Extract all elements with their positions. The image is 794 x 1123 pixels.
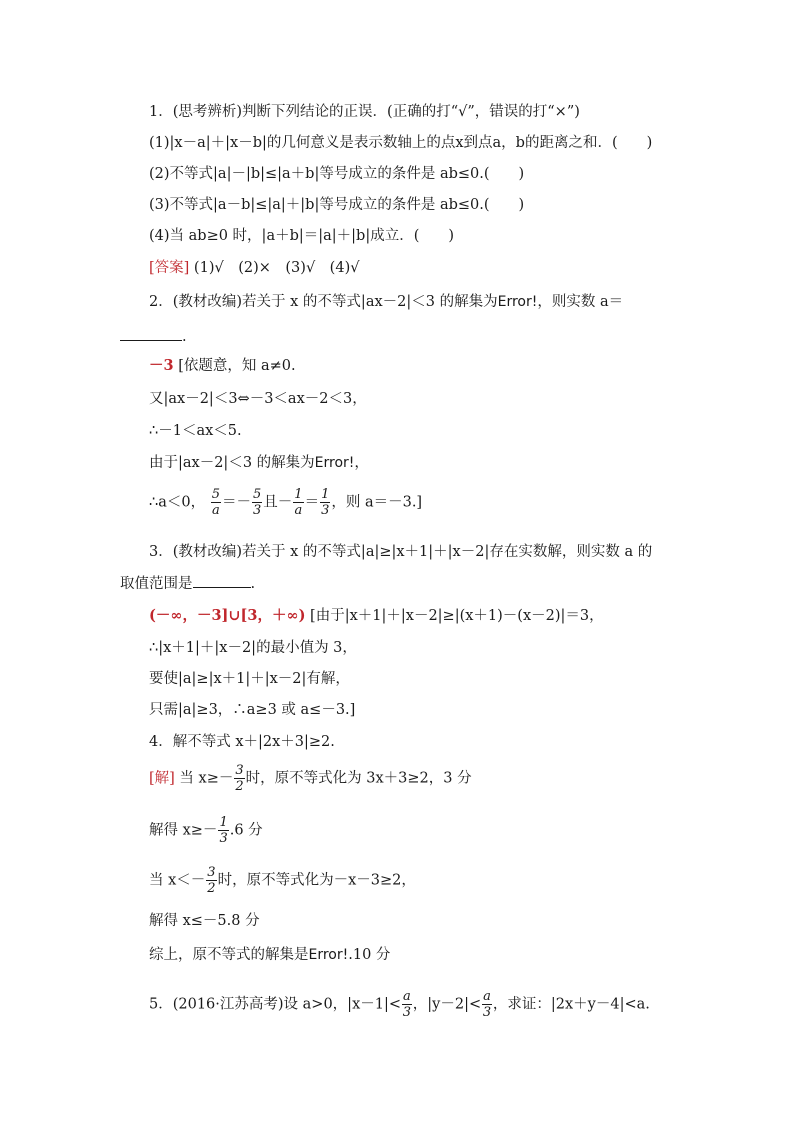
q4-sol-2 [149,816,263,845]
q3-answer [149,604,604,625]
q3-answer-value: (－∞，－3]∪[3，＋∞) [149,607,306,624]
error-text: Error! [497,294,538,310]
fraction [482,990,492,1019]
q5-stem-tail: ，求证：|2x＋y－4|<a. [492,996,650,1013]
answer-blank [193,575,251,588]
q4-sol-5-text: 综上，原不等式的解集是 [149,947,309,963]
q4-sol-3-text: 当 x＜－ [149,872,206,889]
q4-stem: 4．解不等式 x＋|2x＋3|≥2. [149,734,335,750]
q1-item-4: (4)当 ab≥0 时，|a＋b|＝|a|＋|b|成立．( ) [149,228,455,244]
q2-sol-5-part: 且－ [263,494,293,511]
q4-sol-1-tail: 时，原不等式化为 3x＋3≥2，3 分 [245,770,472,787]
error-text: Error! [314,455,355,471]
q4-sol-4: 解得 x≤－5.8 分 [149,913,260,929]
q4-sol-2-tail: .6 分 [229,822,263,839]
fraction [252,488,262,517]
denominator: 3 [482,1005,492,1020]
numerator: 1 [294,487,303,502]
fraction [206,866,216,895]
solution-tag: [解] [149,770,175,787]
denominator: 2 [207,881,216,896]
q4-sol-5 [149,943,390,964]
numerator: a [403,989,411,1004]
q2-sol-5-text: ∴a＜0， [149,494,206,511]
q4-sol-5-tail: .10 分 [348,947,391,963]
fraction [402,990,412,1019]
numerator: a [483,989,491,1004]
q4-sol-1-text: 当 x≥－ [174,770,234,787]
q2-sol-4 [149,451,369,472]
q3-stem-2-tail: . [250,576,256,592]
denominator: 3 [219,831,228,846]
numerator: 3 [235,763,244,778]
q2-sol-3: ∴－1＜ax＜5. [149,423,242,439]
q2-sol-5 [149,488,422,517]
denominator: a [294,503,303,518]
denominator: 2 [235,779,244,794]
denominator: 3 [321,503,330,518]
q1-answer-body: (1)√ (2)× (3)√ (4)√ [189,260,360,276]
q4-sol-2-text: 解得 x≥－ [149,822,218,839]
q1-stem: 1．(思考辨析)判断下列结论的正误．(正确的打“√”，错误的打“×”) [149,104,580,120]
q2-stem-text: 2．(教材改编)若关于 x 的不等式|ax－2|＜3 的解集为 [149,294,498,310]
q3-sol-line: [由于|x＋1|＋|x－2|≥|(x＋1)－(x－2)|＝3， [305,608,604,624]
q4-sol-3-tail: 时，原不等式化为－x－3≥2， [217,872,416,889]
numerator: 1 [321,487,330,502]
answer-tag: [答案] [149,260,190,276]
numerator: 5 [253,487,262,502]
q2-sol-4-tail: ， [354,455,369,471]
denominator: 3 [402,1005,412,1020]
q1-item-3: (3)不等式|a－b|≤|a|＋|b|等号成立的条件是 ab≤0.( ) [149,197,525,213]
q2-sol-line: [依题意，知 a≠0. [173,358,296,374]
fraction [293,488,303,517]
q2-answer-value: －3 [149,357,174,374]
answer-blank [120,328,182,341]
q1-answer [149,256,359,277]
fraction [320,488,330,517]
q3-sol-3: 要使|a|≥|x＋1|＋|x－2|有解， [149,671,350,687]
fraction [234,764,244,793]
denominator: 3 [253,503,262,518]
q1-item-1: (1)|x－a|＋|x－b|的几何意义是表示数轴上的点x到点a，b的距离之和．( ) [149,135,653,151]
q3-sol-2: ∴|x＋1|＋|x－2|的最小值为 3， [149,640,357,656]
q5-stem-text: 5．(2016·江苏高考)设 a>0，|x－1|< [149,996,402,1013]
q2-sol-5-tail: ，则 a＝－3.] [331,494,423,511]
numerator: 5 [211,487,220,502]
q3-stem-1: 3．(教材改编)若关于 x 的不等式|a|≥|x＋1|＋|x－2|存在实数解，则实数 a 的 [149,544,653,560]
error-text: Error! [308,947,349,963]
fraction [211,488,221,517]
q5-stem-part: ，|y－2|< [412,996,482,1013]
q2-sol-4-text: 由于|ax－2|＜3 的解集为 [149,455,315,471]
q4-sol-1 [149,764,472,793]
fraction [218,816,228,845]
denominator: a [211,503,220,518]
q2-sol-5-part: ＝ [304,494,320,511]
q1-item-2: (2)不等式|a|－|b|≤|a＋b|等号成立的条件是 ab≤0.( ) [149,166,525,182]
q2-sol-5-part: ＝－ [222,494,251,511]
q2-blank: . [120,328,187,345]
q2-stem-tail: ，则实数 a＝ [537,294,624,310]
q5-stem [149,990,650,1019]
q2-answer [149,354,296,375]
q3-sol-4: 只需|a|≥3，∴a≥3 或 a≤－3.] [149,702,356,718]
q3-stem-2-text: 取值范围是 [120,576,193,592]
q4-sol-3 [149,866,416,895]
q2-sol-2: 又|ax－2|＜3⇔－3＜ax－2＜3， [149,391,367,407]
numerator: 3 [207,865,216,880]
numerator: 1 [219,815,228,830]
q2-stem [149,290,623,311]
q3-stem-2 [120,572,255,593]
